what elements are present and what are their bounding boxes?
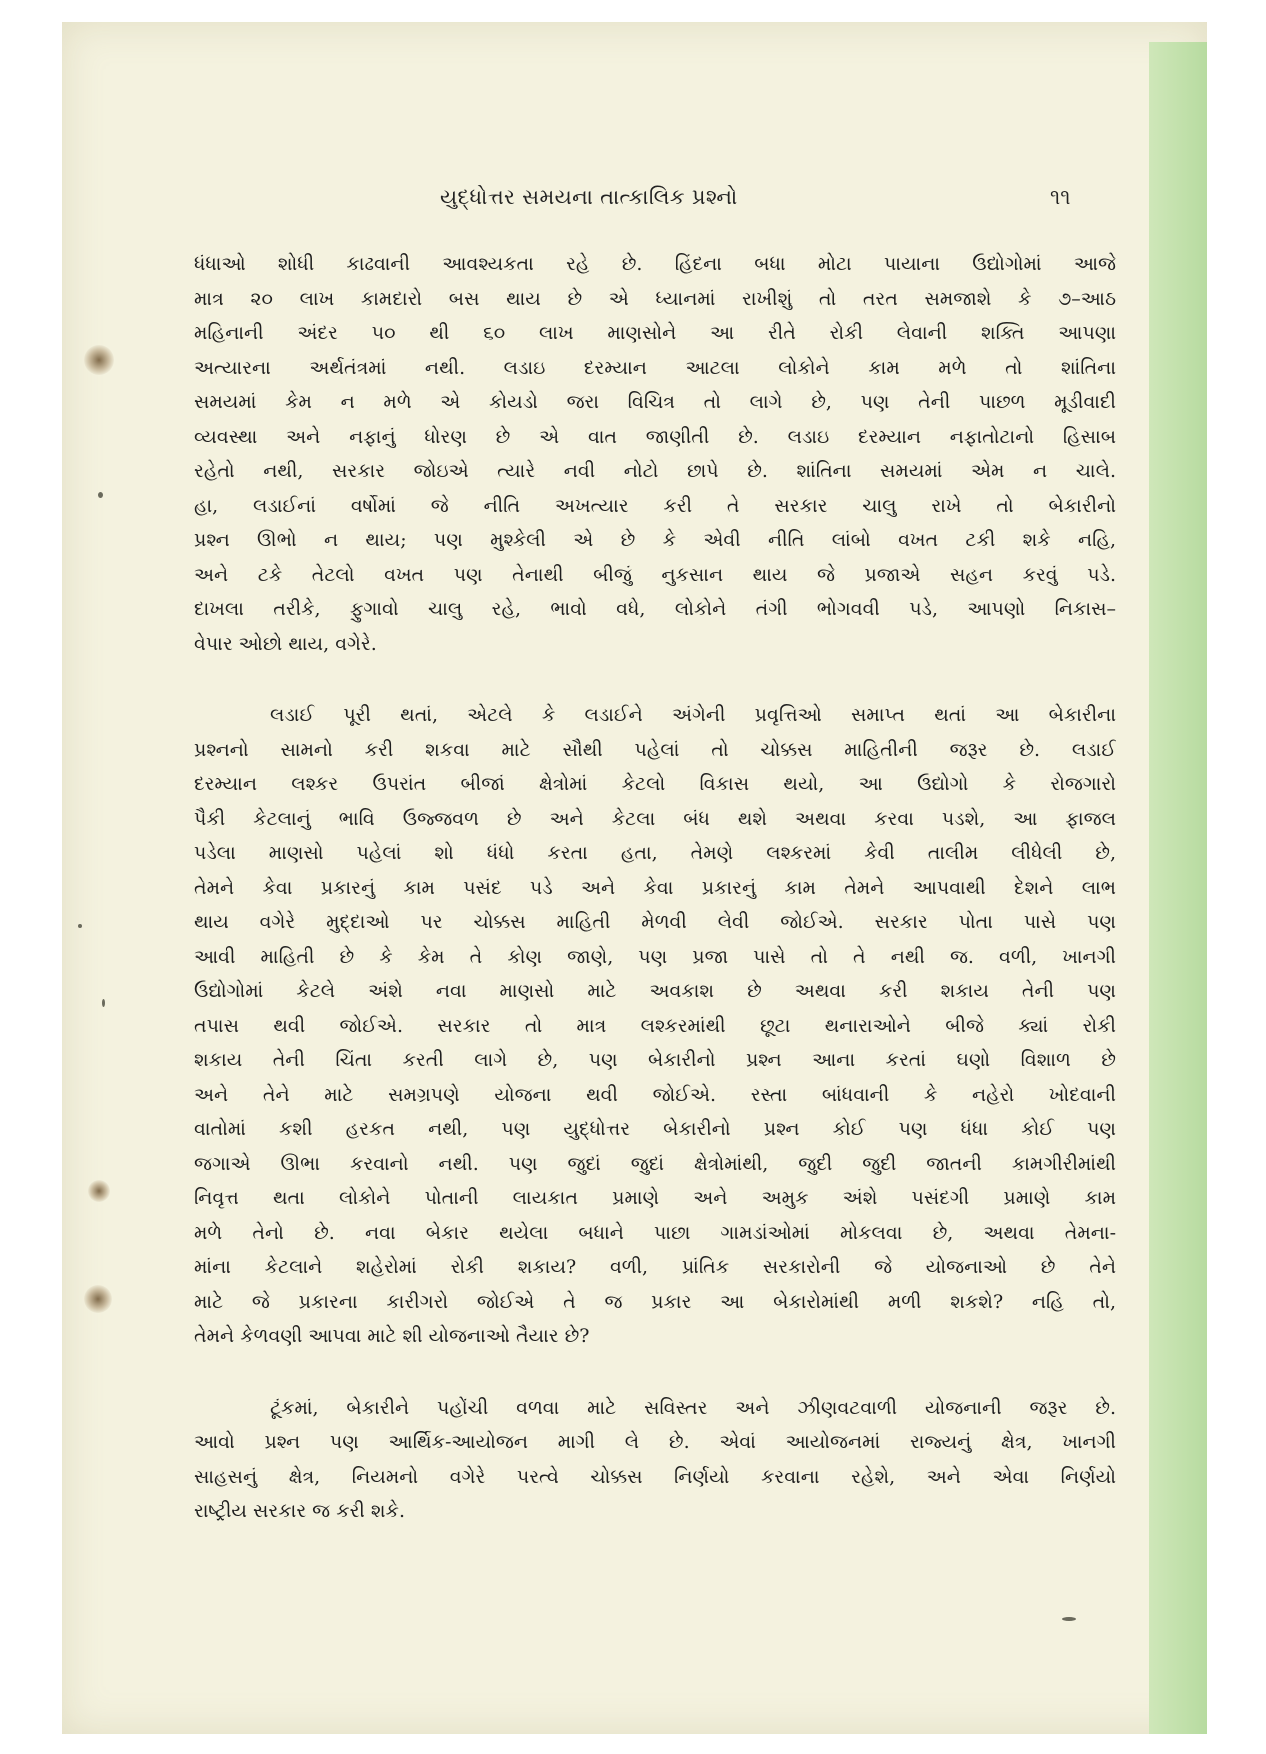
paper-speck bbox=[98, 492, 103, 498]
text-line: સમયમાં કેમ ન મળે એ કોયડો જરા વિચિત્ર તો લાગે છે, પણ તેની પાછળ મૂડીવાદી bbox=[194, 391, 1116, 413]
paper-speck bbox=[1062, 1617, 1076, 1621]
text-line: લડાઈ પૂરી થતાં, એટલે કે લડાઈને અંગેની પ્રવૃત્તિઓ સમાપ્ત થતાં આ બેકારીના bbox=[270, 704, 1116, 726]
text-line: તપાસ થવી જોઈએ. સરકાર તો માત્ર લશ્કરમાંથી છૂટા થનારાઓને બીજે ક્યાં રોકી bbox=[194, 1014, 1116, 1037]
text-line: પ્રશ્ન ઊભો ન થાય; પણ મુશ્કેલી એ છે કે એવી નીતિ લાંબો વખત ટકી શકે નહિ, bbox=[194, 529, 1116, 551]
paper-speck bbox=[78, 924, 82, 928]
paper-stain bbox=[84, 1285, 112, 1313]
text-line: તેમને કેવા પ્રકારનું કામ પસંદ પડે અને કેવા પ્રકારનું કામ તેમને આપવાથી દેશને લાભ bbox=[194, 876, 1116, 899]
paper-stain bbox=[84, 345, 114, 375]
text-line: માંના કેટલાને શહેરોમાં રોકી શકાય? વળી, પ્રાંતિક સરકારોની જે યોજનાઓ છે તેને bbox=[194, 1256, 1116, 1278]
text-line: મહિનાની અંદર ૫૦ થી ૬૦ લાખ માણસોને આ રીતે રોકી લેવાની શક્તિ આપણા bbox=[194, 322, 1116, 344]
text-line: ઉદ્યોગોમાં કેટલે અંશે નવા માણસો માટે અવકાશ છે અથવા કરી શકાય તેની પણ bbox=[194, 980, 1116, 1002]
text-line: જગાએ ઊભા કરવાનો નથી. પણ જુદાં જુદાં ક્ષેત્રોમાંથી, જુદી જુદી જાતની કામગીરીમાંથી bbox=[194, 1152, 1116, 1175]
text-line: ટૂંકમાં, બેકારીને પહોંચી વળવા માટે સવિસ્તર અને ઝીણવટવાળી યોજનાની જરૂર છે. bbox=[270, 1396, 1116, 1419]
text-line: વાતોમાં કશી હરકત નથી, પણ યુદ્ધોત્તર બેકારીનો પ્રશ્ન કોઈ પણ ધંધા કોઈ પણ bbox=[194, 1118, 1116, 1140]
text-line: માત્ર ૨૦ લાખ કામદારો બસ થાય છે એ ધ્યાનમાં રાખીશું તો તરત સમજાશે કે ૭–આઠ bbox=[194, 287, 1116, 310]
text-line: પડેલા માણસો પહેલાં શો ધંધો કરતા હતા, તેમણે લશ્કરમાં કેવી તાલીમ લીધેલી છે, bbox=[194, 842, 1116, 864]
paper-stain bbox=[88, 1180, 110, 1202]
text-line: દરમ્યાન લશ્કર ઉપરાંત બીજાં ક્ષેત્રોમાં કેટલો વિકાસ થયો, આ ઉદ્યોગો કે રોજગારો bbox=[194, 773, 1116, 795]
body-text bbox=[194, 247, 1116, 1529]
text-line: આવો પ્રશ્ન પણ આર્થિક-આયોજન માગી લે છે. એવાં આયોજનમાં રાજ્યનું ક્ષેત્ર, ખાનગી bbox=[194, 1431, 1116, 1453]
text-line: સાહસનું ક્ષેત્ર, નિયમનો વગેરે પરત્વે ચોક્કસ નિર્ણયો કરવાના રહેશે, અને એવા નિર્ણયો bbox=[194, 1465, 1116, 1488]
text-line: હા, લડાઈનાં વર્ષોમાં જે નીતિ અખત્યાર કરી તે સરકાર ચાલુ રાખે તો બેકારીનો bbox=[194, 494, 1116, 517]
paragraph bbox=[194, 1391, 1116, 1529]
text-line: વ્યવસ્થા અને નફાનું ધોરણ છે એ વાત જાણીતી છે. લડાઇ દરમ્યાન નફાતોટાનો હિસાબ bbox=[194, 425, 1116, 448]
page-number: ૧૧ bbox=[1050, 185, 1071, 209]
text-line: અત્યારના અર્થતંત્રમાં નથી. લડાઇ દરમ્યાન આટલા લોકોને કામ મળે તો શાંતિના bbox=[194, 356, 1116, 379]
book-page bbox=[62, 22, 1207, 1734]
text-line: શકાય તેની ચિંતા કરતી લાગે છે, પણ બેકારીનો પ્રશ્ન આના કરતાં ઘણો વિશાળ છે bbox=[194, 1049, 1116, 1071]
text-line: રહેતો નથી, સરકાર જોઇએ ત્યારે નવી નોટો છાપે છે. શાંતિના સમયમાં એમ ન ચાલે. bbox=[194, 460, 1116, 482]
text-line: મળે તેનો છે. નવા બેકાર થયેલા બધાને પાછા ગામડાંઓમાં મોકલવા છે, અથવા તેમના- bbox=[194, 1221, 1116, 1244]
paragraph bbox=[194, 247, 1116, 661]
paragraph bbox=[194, 698, 1116, 1354]
text-line: અને તેને માટે સમગ્રપણે યોજના થવી જોઈએ. રસ્તા બાંધવાની કે નહેરો ખોદવાની bbox=[194, 1083, 1116, 1106]
text-line: માટે જે પ્રકારના કારીગરો જોઈએ તે જ પ્રકાર આ બેકારોમાંથી મળી શકશે? નહિ તો, bbox=[194, 1290, 1116, 1313]
text-line: તેમને કેળવણી આપવા માટે શી યોજનાઓ તૈયાર છે? bbox=[194, 1325, 590, 1347]
text-line: રાષ્ટ્રીય સરકાર જ કરી શકે. bbox=[194, 1500, 406, 1522]
text-line: વેપાર ઓછો થાય, વગેરે. bbox=[194, 632, 377, 655]
page-edge-margin bbox=[1149, 42, 1207, 1734]
text-line: પ્રશ્નનો સામનો કરી શકવા માટે સૌથી પહેલાં તો ચોક્કસ માહિતીની જરૂર છે. લડાઈ bbox=[194, 738, 1116, 761]
text-line: પૈકી કેટલાનું ભાવિ ઉજ્જવળ છે અને કેટલા બંધ થશે અથવા કરવા પડશે, આ ફાજલ bbox=[194, 807, 1116, 830]
paper-speck bbox=[102, 999, 105, 1007]
text-line: દાખલા તરીકે, ફુગાવો ચાલુ રહે, ભાવો વધે, લોકોને તંગી ભોગવવી પડે, આપણો નિકાસ– bbox=[194, 598, 1116, 620]
text-line: નિવૃત્ત થતા લોકોને પોતાની લાયકાત પ્રમાણે અને અમુક અંશે પસંદગી પ્રમાણે કામ bbox=[194, 1187, 1116, 1209]
text-line: થાય વગેરે મુદ્દાઓ પર ચોક્કસ માહિતી મેળવી લેવી જોઈએ. સરકાર પોતા પાસે પણ bbox=[194, 911, 1116, 933]
text-line: ધંધાઓ શોધી કાઢવાની આવશ્યકતા રહે છે. હિંદના બધા મોટા પાયાના ઉદ્યોગોમાં આજે bbox=[194, 253, 1116, 275]
text-line: અને ટકે તેટલો વખત પણ તેનાથી બીજું નુકસાન થાય જે પ્રજાએ સહન કરવું પડે. bbox=[194, 563, 1116, 586]
page-header bbox=[62, 185, 1207, 225]
running-title: યુદ્ધોત્તર સમયના તાત્કાલિક પ્રશ્નો bbox=[440, 185, 738, 209]
text-line: આવી માહિતી છે કે કેમ તે કોણ જાણે, પણ પ્રજા પાસે તો તે નથી જ. વળી, ખાનગી bbox=[194, 945, 1116, 968]
